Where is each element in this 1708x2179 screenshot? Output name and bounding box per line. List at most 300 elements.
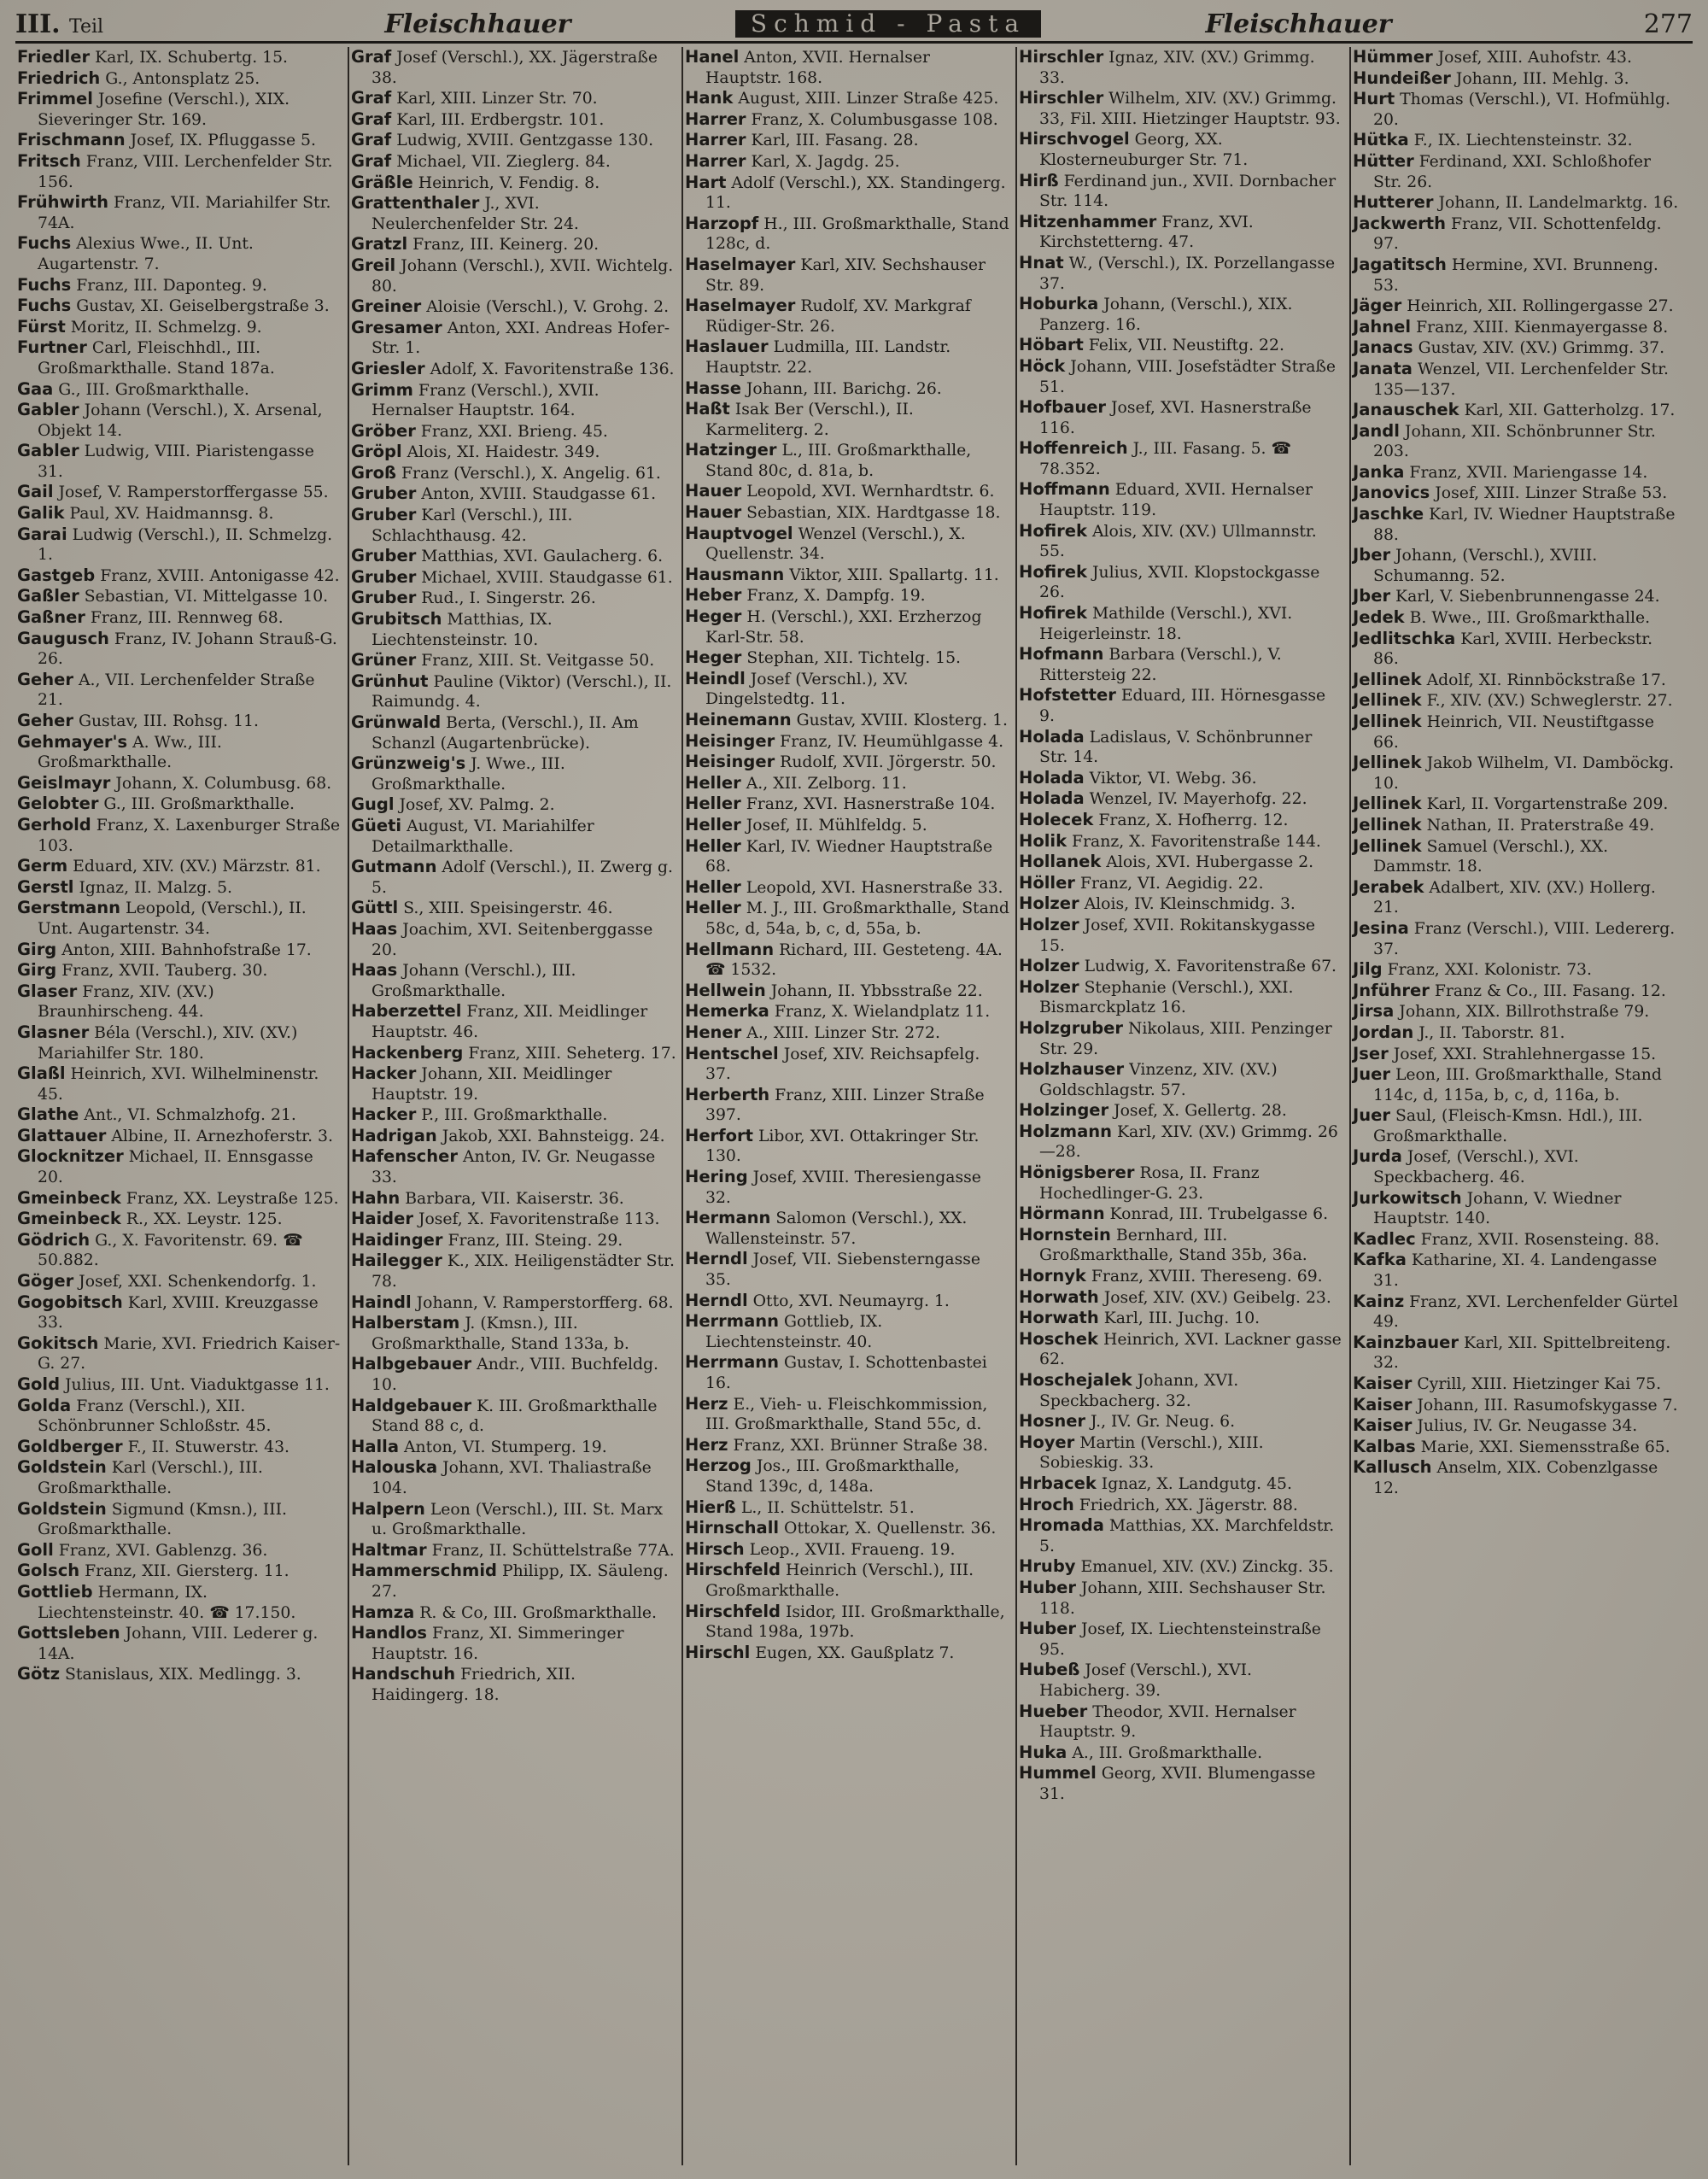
entry-details: Franz (Verschl.), VIII. Ledererg. 37. [1373,919,1676,958]
entry-surname: Heller [685,876,741,897]
directory-entry [17,192,342,233]
entry-surname: Jedek [1353,607,1405,628]
entry-surname: Janacs [1353,337,1413,358]
directory-entry [351,1499,676,1540]
directory-entry [1353,462,1680,483]
entry-details: Adolf, XI. Rinnböckstraße 17. [1421,671,1666,689]
entry-details: Karl (Verschl.), III. Großmarkthalle. [38,1459,263,1497]
entry-surname: Gerstmann [17,898,121,918]
entry-details: Franz, XXI. Brieng. 45. [415,422,608,441]
directory-entry [351,1001,676,1042]
entry-details: Franz, III. Rennweg 68. [85,609,284,628]
directory-entry [1353,753,1680,794]
entry-details: Hermine, XVI. Brunneng. 53. [1373,255,1658,295]
entry-surname: Gruber [351,546,417,566]
entry-surname: Hoburka [1019,294,1099,314]
entry-surname: Gräßle [351,172,413,192]
entry-details: Franz, II. Schüttelstraße 77A. [426,1541,675,1560]
entry-surname: Golda [17,1395,72,1415]
entry-details: Josef, X. Gellertg. 28. [1108,1102,1287,1121]
directory-entry [1353,1022,1680,1044]
entry-details: J. Wwe., III. Großmarkthalle. [371,755,565,794]
directory-entry [1353,1229,1680,1251]
entry-surname: Jnführer [1353,980,1430,1000]
directory-entry [17,586,342,607]
entry-surname: Griesler [351,358,425,378]
directory-entry [1353,1146,1680,1187]
directory-entry [685,752,1010,773]
entry-details: Johann, III. Rasumofskygasse 7. [1412,1396,1678,1415]
entry-details: Ludmilla, III. Landstr. Hauptstr. 22. [705,338,951,377]
directory-entry [1353,68,1680,90]
part-label [15,9,220,39]
entry-surname: Holzinger [1019,1100,1109,1121]
entry-surname: Fürst [17,316,66,337]
entry-details: Franz, III. Steing. 29. [442,1231,623,1250]
entry-details: Gustav, I. Schottenbastei 16. [705,1354,987,1392]
entry-details: Karl, III. Erdbergstr. 101. [391,110,605,129]
directory-entry [17,1561,342,1582]
directory-entry [1019,1619,1344,1660]
entry-details: Moritz, II. Schmelzg. 9. [65,318,262,337]
entry-details: Alois, XIV. (XV.) Ullmannstr. 55. [1039,522,1317,561]
entry-details: Rudolf, XVII. Jörgerstr. 50. [775,753,997,772]
entry-surname: Haslauer [685,337,769,357]
entry-details: Franz, XII. Giersterg. 11. [79,1562,290,1581]
entry-surname: Güeti [351,815,402,835]
entry-surname: Kafka [1353,1250,1407,1270]
entry-surname: Gödrich [17,1229,91,1250]
entry-surname: Haider [351,1209,413,1229]
entry-surname: Grünwald [351,712,442,732]
entry-details: Josef, XXI. Schenkendorfg. 1. [73,1273,317,1292]
entry-details: G., X. Favoritenstr. 69. ☎ 50.882. [38,1231,303,1270]
entry-details: Saul, (Fleisch-Kmsn. Hdl.), III. Großmarkthalle. [1373,1107,1643,1145]
entry-surname: Hofirek [1019,603,1087,624]
entry-details: Franz, XVI. Gablenzg. 36. [53,1541,268,1560]
entry-surname: Hoffmann [1019,479,1110,500]
entry-surname: Graf [351,47,392,67]
directory-entry [17,1457,342,1498]
directory-entry [685,173,1010,214]
entry-surname: Hirschvogel [1019,129,1130,149]
directory-entry [1019,1308,1344,1329]
entry-details: Franz, XIII. Kienmayergasse 8. [1411,318,1669,337]
entry-details: Franz, IV. Johann Strauß-G. 26. [38,630,337,669]
entry-surname: Harzopf [685,213,759,233]
entry-details: Josef (Verschl.), XX. Jägerstraße 38. [371,49,658,87]
entry-details: Alois, XI. Haidestr. 349. [401,443,600,462]
part-number: III. [15,9,61,39]
entry-details: Franz, X. Columbusgasse 108. [746,110,998,129]
entry-details: Josef, II. Mühlfeldg. 5. [740,816,927,835]
entry-surname: Hierß [685,1497,736,1517]
entry-details: Richard, III. Gesteteng. 4A. ☎ 1532. [705,940,1003,980]
entry-details: Josef, XIV. Reichsapfelg. 37. [705,1045,980,1084]
entry-surname: Golsch [17,1561,80,1581]
entry-surname: Heger [685,606,742,627]
entry-surname: Herrmann [685,1311,780,1332]
entry-details: Johann, (Verschl.), XVIII. Schumanng. 52. [1373,547,1598,585]
entry-surname: Herz [685,1434,728,1455]
entry-details: Josefine (Verschl.), XIX. Sieveringer Str. 169. [38,91,290,129]
entry-details: Leopold, XVI. Wernhardtstr. 6. [741,483,995,501]
directory-entry [351,898,676,919]
entry-details: A., VII. Lerchenfelder Straße 21. [38,671,315,710]
directory-entry [17,503,342,524]
directory-entry [351,1230,676,1251]
entry-details: Eduard, III. Hörnesgasse 9. [1039,687,1326,725]
directory-entry [1019,521,1344,562]
entry-surname: Goldberger [17,1436,123,1456]
entry-details: J. (Kmsn.), III. Großmarkthalle, Stand 133a, b. [371,1315,629,1353]
directory-entry [17,275,342,296]
entry-surname: Heller [685,794,741,814]
section-title-left: Fleischhauer [384,9,571,39]
entry-details: Stephanie (Verschl.), XXI. Bismarckplatz 16. [1039,978,1294,1017]
entry-details: Philipp, IX. Säuleng. 27. [371,1562,669,1601]
entry-surname: Glaßl [17,1063,66,1084]
entry-details: Heinrich (Verschl.), III. Großmarkthalle. [705,1561,974,1600]
entry-details: G., III. Großmarkthalle. [98,795,295,814]
entry-details: Leopold, XVI. Hasnerstraße 33. [740,878,1003,897]
directory-entry [1353,877,1680,918]
entry-details: Josef, IX. Pfluggasse 5. [125,132,316,150]
entry-details: Michael, VII. Zieglerg. 84. [391,152,611,171]
entry-surname: Hoschek [1019,1328,1098,1349]
entry-details: S., XIII. Speisingerstr. 46. [398,899,613,918]
entry-surname: Hammerschmid [351,1561,497,1581]
directory-entry [1019,1163,1344,1204]
entry-surname: Friedler [17,47,91,67]
entry-surname: Holzer [1019,956,1079,976]
directory-entry [1019,810,1344,831]
entry-surname: Huber [1019,1577,1077,1597]
entry-surname: Fritsch [17,150,81,171]
entry-details: Johann (Verschl.), XVII. Wichtelg. 80. [371,256,674,296]
entry-surname: Holzmann [1019,1121,1112,1141]
entry-details: Johann, XIII. Sechshauser Str. 118. [1039,1579,1326,1618]
entry-details: Josef (Verschl.), XV. Dingelstedtg. 11. [705,670,909,709]
entry-details: Stephan, XII. Tichtelg. 15. [741,649,962,668]
entry-surname: Gold [17,1374,61,1394]
entry-details: Paul, XV. Haidmannsg. 8. [64,505,274,524]
directory-entry [1353,214,1680,255]
directory-entry [1353,317,1680,338]
entry-surname: Jellinek [1353,753,1422,773]
entry-surname: Hueber [1019,1701,1088,1721]
entry-surname: Hoyer [1019,1432,1075,1452]
entry-surname: Germ [17,856,68,876]
entry-details: Berta, (Verschl.), II. Am Schanzl (Augartenbrücke). [371,714,639,753]
entry-details: Josef, XVI. Hasnerstraße 116. [1039,399,1312,437]
entry-surname: Herz [685,1393,728,1414]
directory-entry [1019,1495,1344,1516]
entry-details: J., IV. Gr. Neug. 6. [1085,1413,1236,1432]
directory-entry [17,130,342,151]
entry-surname: Jesina [1353,917,1409,938]
entry-details: Julius, XVII. Klopstockgasse 26. [1039,563,1320,602]
entry-surname: Jirsa [1353,1001,1395,1022]
directory-entry [1353,918,1680,959]
entry-surname: Hollanek [1019,852,1102,872]
directory-entry [685,1435,1010,1456]
entry-details: J., XVI. Neulerchenfelder Str. 24. [371,195,579,233]
entry-surname: Glocknitzer [17,1146,124,1167]
directory-entry [685,1044,1010,1085]
entry-details: Anton, VI. Stumperg. 19. [399,1438,607,1456]
directory-entry [1019,1122,1344,1163]
entry-details: Franz, XVIII. Antonigasse 42. [95,566,340,585]
entry-details: Josef, XIV. (XV.) Geibelg. 23. [1098,1288,1331,1307]
entry-details: Leop., XVII. Fraueng. 19. [744,1540,956,1559]
directory-entry [17,1188,342,1210]
directory-entry [17,1146,342,1187]
entry-details: Franz, VIII. Lerchenfelder Str. 156. [38,152,333,191]
entry-details: Franz, VII. Schottenfeldg. 97. [1373,214,1662,254]
directory-entry [1353,192,1680,214]
directory-entry [351,588,676,609]
entry-surname: Friedrich [17,67,101,88]
entry-details: Adolf (Verschl.), XX. Standingerg. 11. [705,173,1006,213]
entry-details: Johann, VIII. Josefstädter Straße 51. [1039,357,1337,396]
entry-details: Sigmund (Kmsn.), III. Großmarkthalle. [38,1500,287,1539]
entry-details: Andr., VIII. Buchfeldg. 10. [371,1356,658,1394]
entry-details: Béla (Verschl.), XIV. (XV.) Mariahilfer Str. 180. [38,1023,298,1063]
entry-surname: Janauschek [1353,400,1459,420]
entry-surname: Hofirek [1019,520,1087,541]
entry-details: Julius, III. Unt. Viaduktgasse 11. [60,1376,330,1394]
entry-surname: Kaiser [1353,1394,1413,1415]
directory-entry [1019,129,1344,170]
entry-surname: Hornstein [1019,1224,1111,1245]
directory-entry [351,380,676,421]
entry-details: Franz, XVI. Kirchstetterng. 47. [1039,213,1254,252]
entry-details: Leopold, (Verschl.), II. Unt. Augartenstr. 34. [38,899,307,938]
directory-entry [17,1022,342,1063]
entry-surname: Jackwerth [1353,213,1447,233]
directory-entry [1019,88,1344,129]
directory-entry [351,1664,676,1705]
entry-surname: Gruber [351,483,417,504]
entry-surname: Gottsleben [17,1623,120,1643]
directory-entry [1019,831,1344,852]
directory-entry [1353,1437,1680,1458]
entry-details: Leon (Verschl.), III. St. Marx u. Großmarkthalle. [371,1500,664,1539]
entry-surname: Hausmann [685,564,785,584]
directory-entry [17,1623,342,1664]
entry-surname: Gutmann [351,857,437,877]
entry-details: Franz & Co., III. Fasang. 12. [1429,981,1666,1000]
entry-surname: Hacker [351,1063,417,1084]
directory-entry [351,255,676,296]
entry-details: Anselm, XIX. Cobenzlgasse 12. [1373,1459,1658,1497]
entry-details: Ferdinand, XXI. Schloßhofer Str. 26. [1373,152,1652,191]
entry-surname: Gaa [17,378,54,399]
entry-details: Karl, IV. Wiedner Hauptstraße 68. [705,837,993,876]
column-5 [1351,47,1685,2165]
entry-surname: Horwath [1019,1308,1099,1328]
directory-entry [1353,359,1680,400]
entry-details: Rud., I. Singerstr. 26. [416,589,596,608]
entry-details: Heinrich, XVI. Wilhelminenstr. 45. [38,1065,319,1104]
entry-surname: Heber [685,585,742,606]
entry-surname: Fuchs [17,296,72,316]
entry-details: Franz, XVIII. Thereseng. 69. [1085,1268,1323,1286]
directory-entry [685,836,1010,877]
entry-details: August, XIII. Linzer Straße 425. [733,90,999,108]
entry-details: Wenzel, IV. Mayerhofg. 22. [1084,790,1307,809]
entry-details: Franz, XIII. Seheterg. 17. [463,1044,676,1063]
entry-surname: Glasner [17,1022,90,1042]
entry-details: W., (Verschl.), IX. Porzellangasse 37. [1039,254,1336,293]
entry-surname: Hanel [685,47,740,67]
entry-surname: Hütka [1353,130,1409,150]
entry-surname: Haselmayer [685,296,796,316]
entry-surname: Haas [351,918,398,939]
directory-entry [351,753,676,794]
entry-details: Franz, XVI. Hasnerstraße 104. [740,795,996,814]
entry-surname: Jellinek [1353,794,1422,814]
entry-surname: Halouska [351,1457,438,1478]
entry-details: H., III. Großmarkthalle, Stand 128c, d. [705,214,1009,254]
entry-surname: Holzer [1019,976,1079,997]
directory-entry [351,505,676,546]
entry-surname: Heller [685,898,741,918]
directory-entry [1353,47,1680,68]
directory-entry [1353,959,1680,981]
entry-details: Ludwig, X. Favoritenstraße 67. [1079,958,1337,976]
entry-details: Karl, XVIII. Herbeckstr. 86. [1373,630,1653,669]
directory-entry [1353,670,1680,691]
entry-surname: Gerhold [17,814,91,835]
entry-surname: Jilg [1353,959,1383,980]
entry-surname: Jellinek [1353,690,1422,711]
entry-surname: Gaßner [17,607,85,628]
directory-entry [351,88,676,109]
directory-entry [1353,1044,1680,1065]
directory-entry [351,650,676,671]
directory-entry [685,88,1010,109]
entry-surname: Greil [351,255,396,275]
directory-entry [17,815,342,856]
directory-entry [17,940,342,961]
entry-surname: Halpern [351,1498,425,1519]
entry-surname: Furtner [17,337,87,358]
entry-surname: Gabler [17,400,79,420]
directory-entry [685,214,1010,255]
entry-surname: Hofbauer [1019,397,1107,418]
directory-entry [1353,504,1680,545]
directory-entry [685,1208,1010,1249]
entry-surname: Huka [1019,1742,1068,1762]
directory-entry [685,815,1010,836]
directory-entry [351,1396,676,1437]
directory-entry [685,1249,1010,1290]
entry-surname: Haindl [351,1292,412,1312]
entry-details: Johann, XII. Meidlinger Hauptstr. 19. [371,1065,612,1104]
part-word: Teil [69,15,104,38]
entry-surname: Hosner [1019,1411,1086,1432]
entry-surname: Gail [17,482,54,502]
directory-entry [1019,644,1344,685]
entry-surname: Gmeinbeck [17,1209,121,1229]
entry-surname: Hank [685,88,734,108]
entry-details: Matthias, XX. Marchfeldstr. 5. [1039,1517,1335,1555]
directory-entry [1019,685,1344,726]
entry-surname: Grüner [351,650,417,671]
entry-details: Josef (Verschl.), XVI. Habicherg. 39. [1039,1661,1252,1700]
entry-surname: Frühwirth [17,192,108,213]
directory-entry [1353,1001,1680,1022]
entry-surname: Gratzl [351,234,408,255]
entry-details: Katharine, XI. 4. Landengasse 31. [1373,1251,1658,1291]
directory-entry [1353,712,1680,753]
directory-entry [1353,1333,1680,1374]
entry-surname: Geher [17,669,73,689]
entry-surname: Frischmann [17,130,126,150]
entry-details: Friedrich, XX. Jägerstr. 88. [1073,1496,1298,1514]
directory-entry [685,669,1010,710]
entry-surname: Haßt [685,399,730,419]
entry-details: Franz, VII. Mariahilfer Str. 74A. [38,194,331,232]
entry-surname: Holada [1019,767,1085,788]
directory-entry [1353,1415,1680,1437]
directory-entry [1353,337,1680,359]
directory-entry [1019,1266,1344,1287]
entry-details: A., III. Großmarkthalle. [1067,1743,1263,1762]
directory-entry [17,1437,342,1458]
directory-entry [1019,768,1344,789]
entry-details: Karl, IX. Schubertg. 15. [90,49,289,67]
entry-details: Franz (Verschl.), XVII. Hernalser Hauptstr. 164. [371,381,600,420]
entry-surname: Holzgruber [1019,1017,1124,1038]
entry-details: Karl, III. Fasang. 28. [746,132,919,150]
entry-details: Franz, XXI. Brünner Straße 38. [728,1436,988,1455]
entry-details: Anton, XXI. Andreas Hofer-Str. 1. [371,319,670,358]
entry-details: Cyrill, XIII. Hietzinger Kai 75. [1412,1375,1662,1393]
entry-details: G., Antonsplatz 25. [100,69,260,88]
entry-details: Salomon (Verschl.), XX. Wallensteinstr. 57. [705,1210,968,1248]
entry-surname: Herrmann [685,1352,780,1373]
directory-entry [1019,956,1344,977]
directory-entry [351,296,676,318]
entry-details: Josef, VII. Siebensterngasse 35. [705,1251,981,1290]
directory-entry [685,1311,1010,1352]
entry-details: Johann, II. Ybbsstraße 22. [765,981,983,1000]
entry-surname: Hener [685,1022,742,1042]
directory-entry [1019,603,1344,644]
entry-details: Emanuel, XIV. (XV.) Zinckg. 35. [1075,1558,1334,1577]
entry-surname: Hellwein [685,980,766,1000]
entry-surname: Hahn [351,1187,401,1208]
entry-details: Rosa, II. Franz Hochedlinger-G. 23. [1039,1164,1260,1203]
entry-details: Michael, II. Ennsgasse 20. [38,1148,313,1187]
directory-entry [1353,836,1680,877]
entry-details: Ludwig, XVIII. Gentzgasse 130. [391,132,654,150]
directory-entry [351,794,676,816]
directory-entry [1019,1204,1344,1225]
entry-surname: Hauer [685,502,742,523]
directory-entry [351,609,676,650]
entry-surname: Hadrigan [351,1125,437,1145]
directory-entry [17,233,342,274]
directory-entry [351,1540,676,1561]
directory-entry [1019,873,1344,894]
entry-details: Julius, IV. Gr. Neugasse 34. [1412,1417,1638,1436]
entry-details: Matthias, IX. Liechtensteinstr. 10. [371,611,553,649]
entry-details: Libor, XVI. Ottakringer Str. 130. [705,1127,980,1166]
